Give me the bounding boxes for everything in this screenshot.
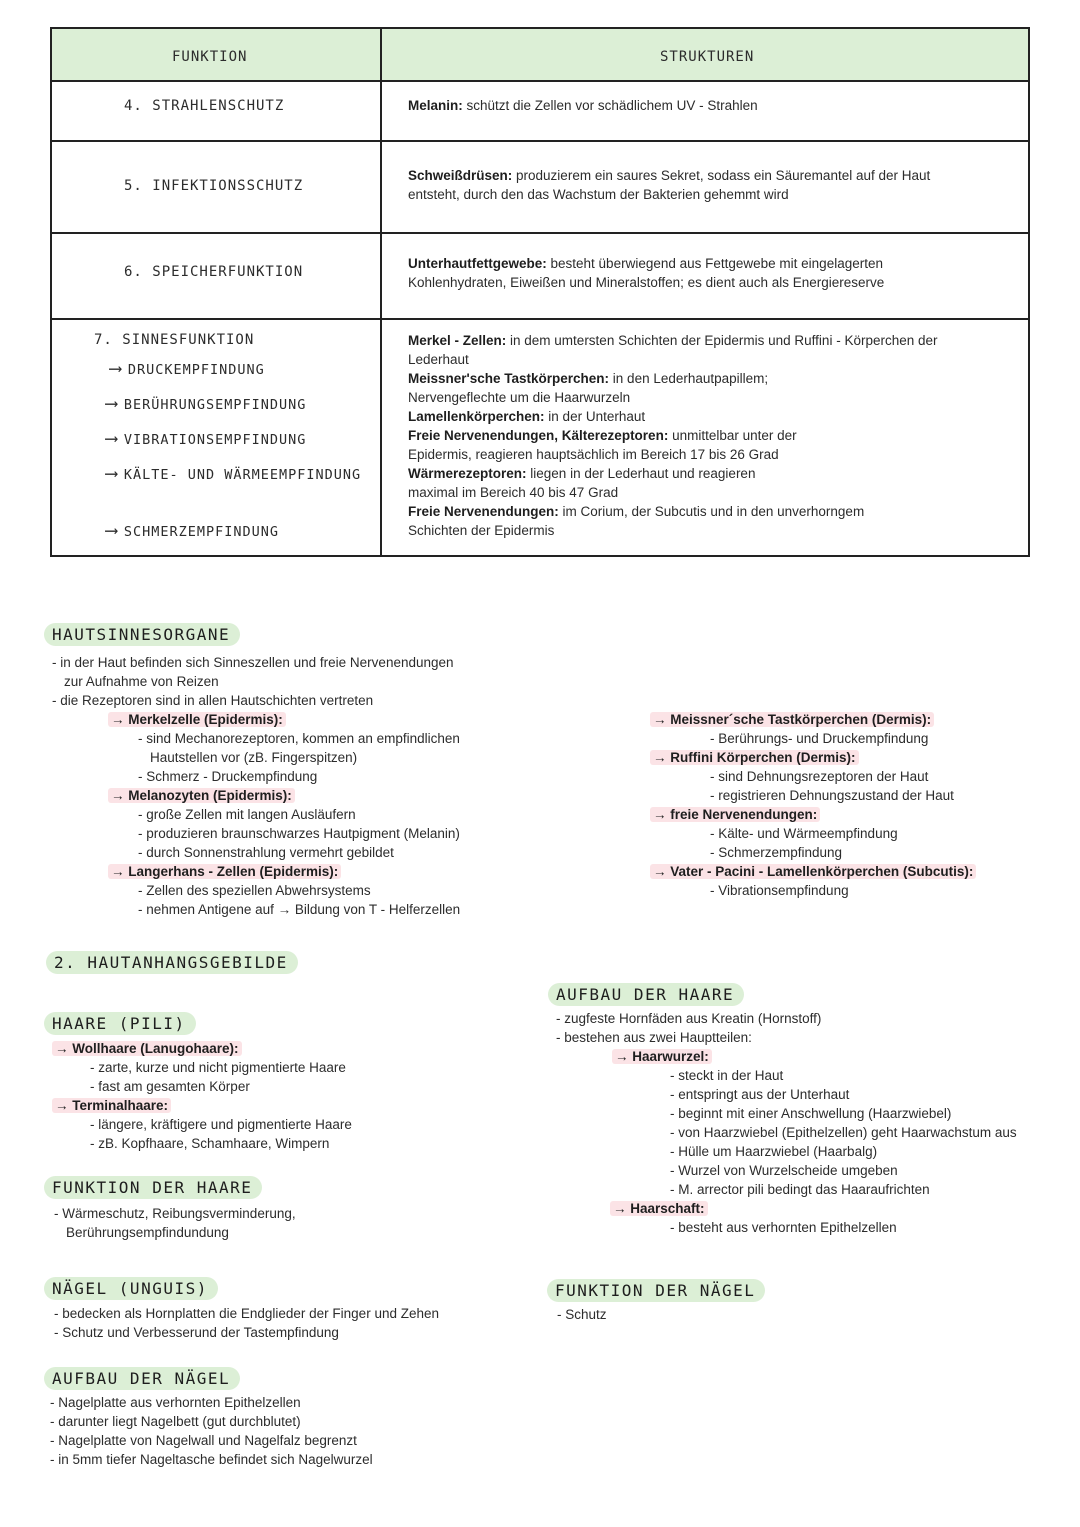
list-item: - Zellen des speziellen Abwehrsystems xyxy=(138,883,371,898)
sense-druck xyxy=(110,358,265,379)
struktur-desc: liegen in der Lederhaut und reagieren maximal im Bereich 40 bis 47 Grad xyxy=(408,466,756,500)
receptor-heading: → Vater - Pacini - Lamellenkörperchen (Subcutis): xyxy=(650,864,976,879)
struktur-text xyxy=(408,96,968,115)
list-item: - entspringt aus der Unterhaut xyxy=(670,1087,850,1102)
arrow-icon: ⟶ xyxy=(110,358,122,379)
table-row xyxy=(50,232,1030,320)
row-funktion-cell xyxy=(52,320,382,555)
receptor-heading: → Meissner´sche Tastkörperchen (Dermis): xyxy=(650,712,934,727)
list-item: - Hülle um Haarzwiebel (Haarbalg) xyxy=(670,1144,878,1159)
section-title-aufbau-haare: AUFBAU DER HAARE xyxy=(548,983,744,1006)
struktur-term: Meissner'sche Tastkörperchen: xyxy=(408,371,610,386)
list-item: Berührungsempfindundung xyxy=(66,1225,229,1240)
struktur-desc: im Corium, der Subcutis und in den unverhorngem Schichten der Epidermis xyxy=(408,504,865,538)
header-funktion: FUNKTION xyxy=(172,49,248,65)
struktur-desc: in dem umtersten Schichten der Epidermis und Ruffini - Körperchen der Lederhaut xyxy=(408,333,938,367)
section-title-hautanhangsgebilde: 2. HAUTANHANGSGEBILDE xyxy=(46,951,298,974)
row-strukturen-cell xyxy=(382,234,1028,318)
section-title-naegel: NÄGEL (UNGUIS) xyxy=(44,1277,218,1300)
list-item: - Wärmeschutz, Reibungsverminderung, xyxy=(54,1206,296,1221)
sense-vibration xyxy=(106,428,306,449)
list-item: - fast am gesamten Körper xyxy=(90,1079,250,1094)
list-item: - Schmerzempfindung xyxy=(710,845,843,860)
list-item: - zarte, kurze und nicht pigmentierte Haare xyxy=(90,1060,346,1075)
table-header-row xyxy=(50,27,1030,82)
section-title-aufbau-naegel: AUFBAU DER NÄGEL xyxy=(44,1367,240,1390)
list-item: - produzieren braunschwarzes Hautpigment (Melanin) xyxy=(138,826,460,841)
arrow-icon: ⟶ xyxy=(106,393,118,414)
struktur-text xyxy=(408,166,968,204)
struktur-desc: besteht überwiegend aus Fettgewebe mit eingelagerten Kohlenhydraten, Eiweißen und Mineralstoffen; es dient auch als Energiereserve xyxy=(408,256,885,290)
struktur-desc: in der Unterhaut xyxy=(544,409,646,424)
section-title-hautsinnesorgane: HAUTSINNESORGANE xyxy=(44,623,240,646)
hautsinn-intro xyxy=(52,653,454,710)
list-item: - registrieren Dehnungszustand der Haut xyxy=(710,788,954,803)
funktion-naegel-list xyxy=(557,1305,607,1324)
receptor-heading: → Ruffini Körperchen (Dermis): xyxy=(650,750,859,765)
struktur-item xyxy=(408,407,948,426)
list-item: - zB. Kopfhaare, Schamhaare, Wimpern xyxy=(90,1136,330,1151)
table-row xyxy=(50,80,1030,142)
list-item: - Wurzel von Wurzelscheide umgeben xyxy=(670,1163,898,1178)
list-item: - sind Mechanorezeptoren, kommen an empfindlichen xyxy=(138,731,460,746)
funktion-haare-list xyxy=(54,1204,296,1242)
header-cell-strukturen xyxy=(382,29,1028,80)
list-item: - Schutz und Verbesserund der Tastempfindung xyxy=(54,1325,339,1340)
list-item: - zugfeste Hornfäden aus Kreatin (Hornstoff) xyxy=(556,1011,822,1026)
list-item: - Vibrationsempfindung xyxy=(710,883,849,898)
intro-line: - die Rezeptoren sind in allen Hautschichten vertreten xyxy=(52,693,374,708)
funktion-label: 4. STRAHLENSCHUTZ xyxy=(124,98,285,114)
funktion-label: 5. INFEKTIONSSCHUTZ xyxy=(124,178,304,194)
struktur-desc: produzierem ein saures Sekret, sodass ein Säuremantel auf der Haut entsteht, durch den das Wachstum der Bakterien gehemmt wird xyxy=(408,168,931,202)
sense-label: KÄLTE- UND WÄRMEEMPFINDUNG xyxy=(123,467,362,483)
list-item: - M. arrector pili bedingt das Haaraufrichten xyxy=(670,1182,930,1197)
list-item: - sind Dehnungsrezeptoren der Haut xyxy=(710,769,929,784)
struktur-item xyxy=(408,331,948,369)
section-title-haare: HAARE (PILI) xyxy=(44,1012,196,1035)
sense-schmerz xyxy=(106,520,279,541)
haartyp-heading: → Terminalhaare: xyxy=(52,1098,171,1113)
hautsinn-left-list xyxy=(108,710,460,919)
list-item: - große Zellen mit langen Ausläufern xyxy=(138,807,356,822)
list-item: - Nagelplatte von Nagelwall und Nagelfalz begrenzt xyxy=(50,1433,357,1448)
aufbau-haare-list xyxy=(556,1009,1017,1237)
haarteil-heading: → Haarschaft: xyxy=(610,1201,708,1216)
list-item: - nehmen Antigene auf → Bildung von T - Helferzellen xyxy=(138,902,461,917)
struktur-term: Freie Nervenendungen, Kälterezeptoren: xyxy=(408,428,669,443)
funktion-label: 6. SPEICHERFUNKTION xyxy=(124,264,304,280)
sense-label: DRUCKEMPFINDUNG xyxy=(127,362,265,378)
struktur-term: Schweißdrüsen: xyxy=(408,168,513,183)
section-title-funktion-haare: FUNKTION DER HAARE xyxy=(44,1176,262,1199)
sense-label: BERÜHRUNGSEMPFINDUNG xyxy=(123,397,307,413)
list-item: Hautstellen vor (zB. Fingerspitzen) xyxy=(150,750,358,765)
struktur-term: Freie Nervenendungen: xyxy=(408,504,559,519)
haare-list xyxy=(52,1039,352,1153)
intro-line: - in der Haut befinden sich Sinneszellen und freie Nervenendungen xyxy=(52,655,454,670)
row-funktion-cell xyxy=(52,142,382,232)
aufbau-naegel-list xyxy=(50,1393,373,1469)
list-item: - durch Sonnenstrahlung vermehrt gebildet xyxy=(138,845,394,860)
struktur-desc: in den Lederhautpapillem; Nervengeflechte um die Haarwurzeln xyxy=(408,371,769,405)
arrow-icon: ⟶ xyxy=(106,520,118,541)
row-strukturen-cell xyxy=(382,142,1028,232)
arrow-icon: ⟶ xyxy=(106,463,118,484)
header-cell-funktion xyxy=(52,29,382,80)
sense-label: VIBRATIONSEMPFINDUNG xyxy=(123,432,307,448)
sense-label: SCHMERZEMPFINDUNG xyxy=(123,524,280,540)
list-item: - in 5mm tiefer Nageltasche befindet sich Nagelwurzel xyxy=(50,1452,373,1467)
sinn-struktur-list xyxy=(408,331,948,540)
row-strukturen-cell xyxy=(382,320,1028,555)
list-item: - Schutz xyxy=(557,1307,607,1322)
haartyp-heading: → Wollhaare (Lanugohaare): xyxy=(52,1041,242,1056)
struktur-term: Merkel - Zellen: xyxy=(408,333,507,348)
funktion-label: 7. SINNESFUNKTION xyxy=(94,332,255,348)
struktur-item xyxy=(408,502,898,540)
hautsinn-right-list xyxy=(650,710,976,900)
receptor-heading: → Merkelzelle (Epidermis): xyxy=(108,712,286,727)
list-item: - steckt in der Haut xyxy=(670,1068,784,1083)
struktur-desc: unmittelbar unter der Epidermis, reagieren hauptsächlich im Bereich 17 bis 26 Grad xyxy=(408,428,797,462)
struktur-term: Lamellenkörperchen: xyxy=(408,409,545,424)
list-item: - bedecken als Hornplatten die Endglieder der Finger und Zehen xyxy=(54,1306,439,1321)
struktur-text xyxy=(408,254,968,292)
struktur-item xyxy=(408,464,788,502)
naegel-list xyxy=(54,1304,439,1342)
table-row-sinnesfunktion xyxy=(50,318,1030,557)
row-funktion-cell xyxy=(52,234,382,318)
struktur-term: Unterhautfettgewebe: xyxy=(408,256,547,271)
table-row xyxy=(50,140,1030,234)
list-item: - Berührungs- und Druckempfindung xyxy=(710,731,929,746)
struktur-desc: schützt die Zellen vor schädlichem UV - Strahlen xyxy=(462,98,758,113)
arrow-icon: ⟶ xyxy=(106,428,118,449)
list-item: - bestehen aus zwei Hauptteilen: xyxy=(556,1030,752,1045)
sense-kaelte-waerme xyxy=(106,463,361,484)
intro-line: zur Aufnahme von Reizen xyxy=(64,674,219,689)
row-funktion-cell xyxy=(52,82,382,140)
receptor-heading: → Melanozyten (Epidermis): xyxy=(108,788,295,803)
list-item: - beginnt mit einer Anschwellung (Haarzwiebel) xyxy=(670,1106,952,1121)
struktur-term: Melanin: xyxy=(408,98,463,113)
haarteil-heading: → Haarwurzel: xyxy=(612,1049,712,1064)
funktion-strukturen-table xyxy=(50,27,1030,557)
list-item: - Schmerz - Druckempfindung xyxy=(138,769,318,784)
list-item: - längere, kräftigere und pigmentierte Haare xyxy=(90,1117,352,1132)
row-strukturen-cell xyxy=(382,82,1028,140)
list-item: - besteht aus verhornten Epithelzellen xyxy=(670,1220,897,1235)
struktur-item xyxy=(408,369,798,407)
list-item: - von Haarzwiebel (Epithelzellen) geht Haarwachstum aus xyxy=(670,1125,1017,1140)
struktur-item xyxy=(408,426,828,464)
section-title-funktion-naegel: FUNKTION DER NÄGEL xyxy=(547,1279,765,1302)
list-item: - Nagelplatte aus verhornten Epithelzellen xyxy=(50,1395,301,1410)
list-item: - darunter liegt Nagelbett (gut durchblutet) xyxy=(50,1414,301,1429)
struktur-term: Wärmerezeptoren: xyxy=(408,466,527,481)
header-strukturen: STRUKTUREN xyxy=(660,49,755,65)
receptor-heading: → freie Nervenendungen: xyxy=(650,807,820,822)
receptor-heading: → Langerhans - Zellen (Epidermis): xyxy=(108,864,341,879)
sense-beruehrung xyxy=(106,393,306,414)
list-item: - Kälte- und Wärmeempfindung xyxy=(710,826,898,841)
